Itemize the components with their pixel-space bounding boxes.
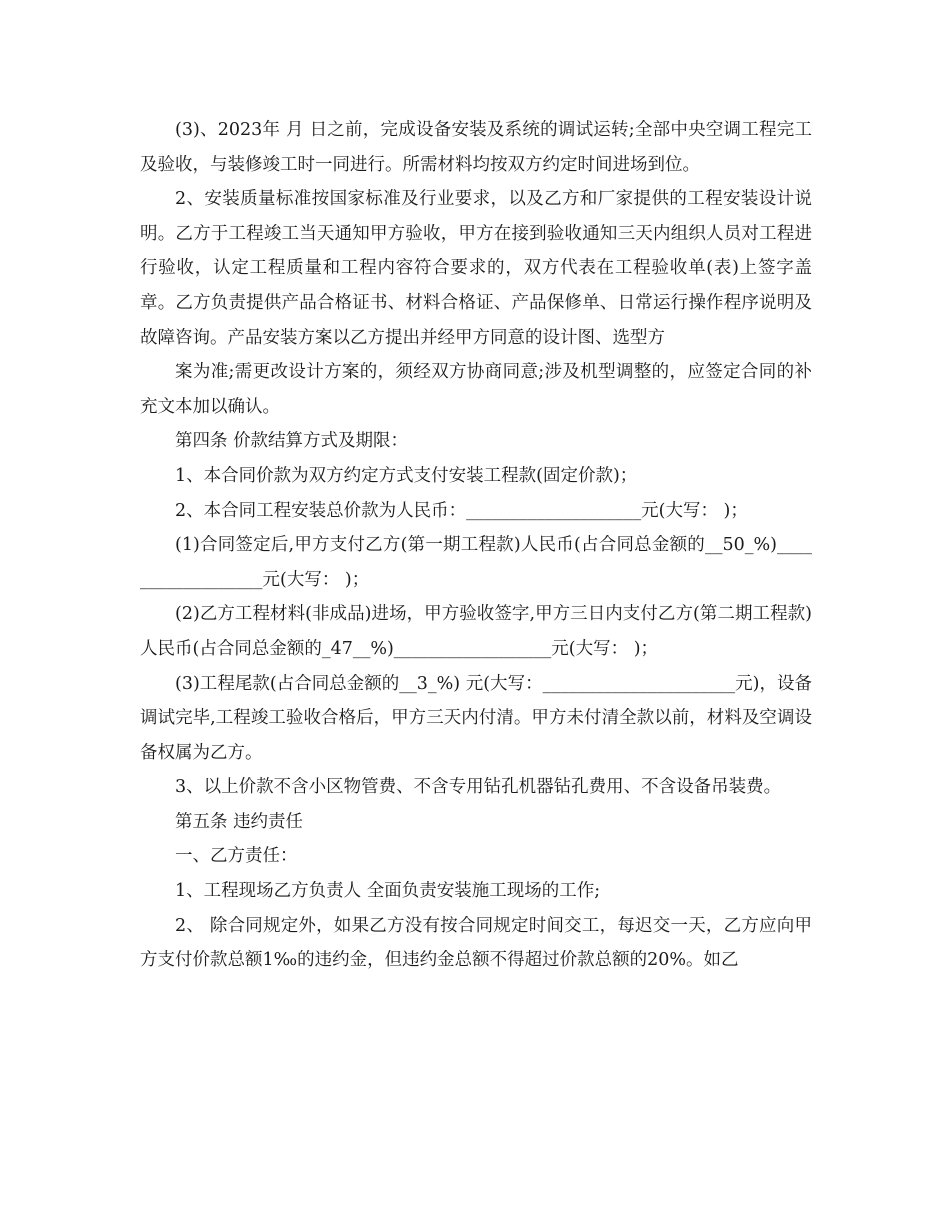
paragraph-design-change: 案为准;需更改设计方案的，须经双方协商同意;涉及机型调整的，应签定合同的补充文本加以确认。	[140, 362, 812, 417]
paragraph-equipment-schedule: (3)、2023年 月 日之前，完成设备安装及系统的调试运转;全部中央空调工程完工及验收，与装修竣工时一同进行。所需材料均按双方约定时间进场到位。	[140, 120, 812, 175]
paragraph-total-price: 2、本合同工程安装总价款为人民币：____________________元(大写： )；	[175, 500, 748, 521]
heading-party-b-liability: 一、乙方责任：	[175, 846, 298, 867]
paragraph-quality-standard: 2、安装质量标准按国家标准及行业要求，以及乙方和厂家提供的工程安装设计说明。乙方于工程竣工当天通知甲方验收，甲方在接到验收通知三天内组织人员对工程进行验收，认定工程质量和工程内容符合要求的，双方代表在工程验收单(表)上签字盖章。乙方负责提供产品合格证书、材料合格证、产品保修单、日常运行操作程序说明及故障咨询。产品安装方案以乙方提出并经甲方同意的设计图、选型方	[140, 189, 812, 348]
heading-article-four: 第四条 价款结算方式及期限：	[175, 431, 409, 452]
heading-article-five: 第五条 违约责任	[175, 811, 304, 832]
paragraph-payment-method: 1、本合同价款为双方约定方式支付安装工程款(固定价款)；	[175, 465, 638, 486]
paragraph-first-installment: (1)合同签定后,甲方支付乙方(第一期工程款)人民币(占合同总金额的__50_%)__________________元(大写： )；	[140, 535, 812, 590]
paragraph-final-payment: (3)工程尾款(占合同总金额的__3_%) 元(大写：______________________元)，设备调试完毕,工程竣工验收合格后，甲方三天内付清。甲方未付清全款以前，材料及空调设备权属为乙方。	[140, 673, 812, 763]
document-body	[140, 113, 812, 978]
paragraph-price-exclusions: 3、以上价款不含小区物管费、不含专用钻孔机器钻孔费用、不含设备吊装费。	[175, 777, 782, 798]
paragraph-site-manager: 1、工程现场乙方负责人 全面负责安装施工现场的工作;	[175, 881, 601, 902]
paragraph-delay-penalty: 2、 除合同规定外，如果乙方没有按合同规定时间交工，每迟交一天，乙方应向甲方支付价款总额1‰的违约金，但违约金总额不得超过价款总额的20%。如乙	[140, 915, 812, 971]
paragraph-second-installment: (2)乙方工程材料(非成品)进场，甲方验收签字,甲方三日内支付乙方(第二期工程款)人民币(占合同总金额的_47__%)__________________元(大写： )；	[140, 604, 812, 659]
